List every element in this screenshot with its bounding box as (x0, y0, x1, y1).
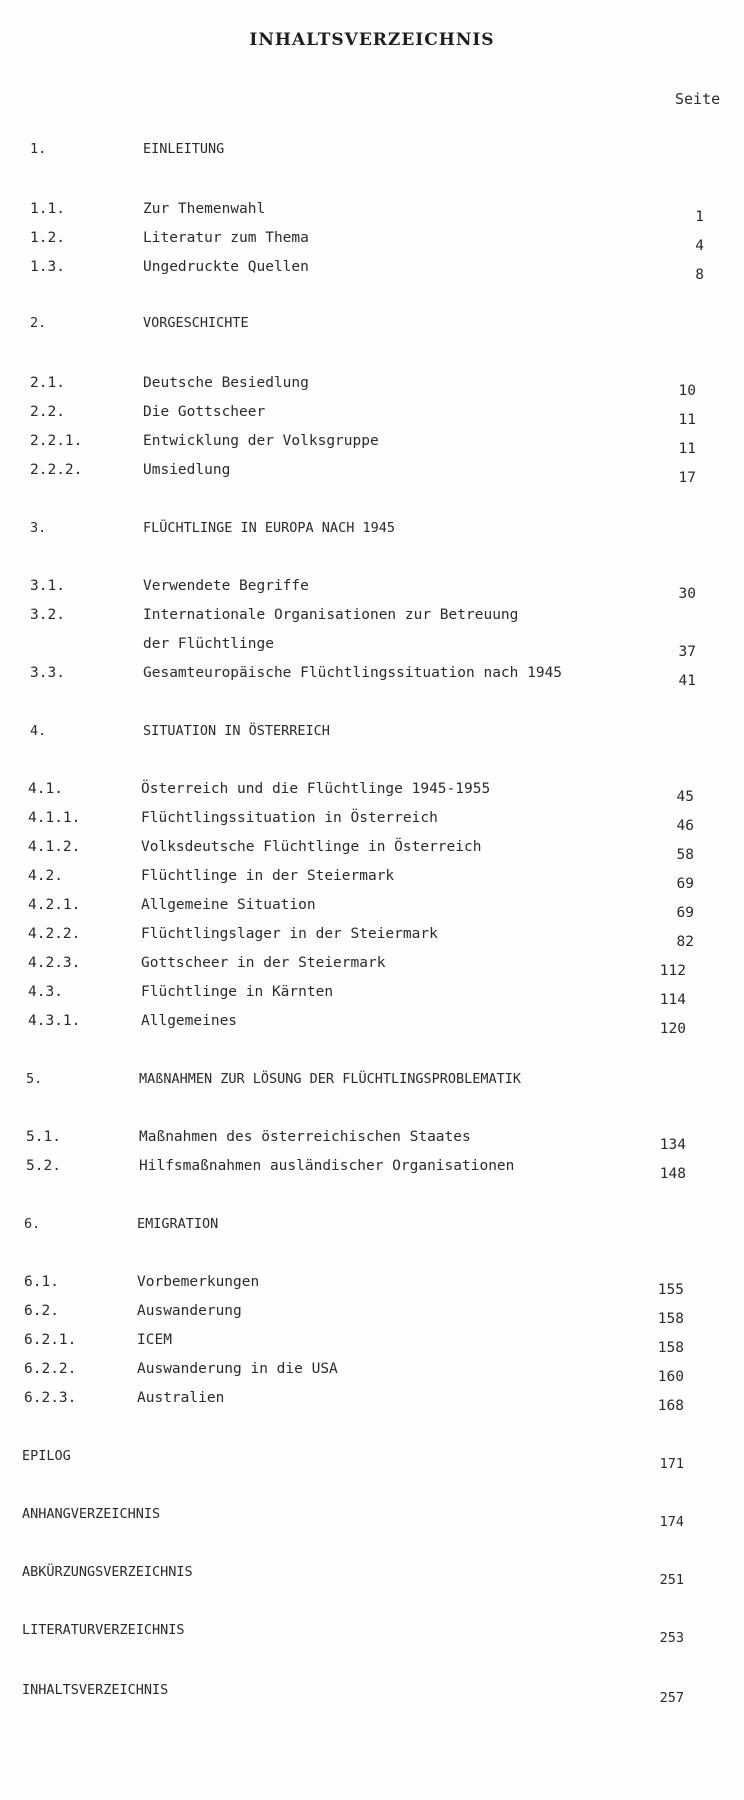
toc-entry-number: 1.1. (30, 201, 65, 217)
toc-entry-title: Allgemeine Situation (141, 897, 316, 913)
toc-entry-number: 6.2.3. (24, 1390, 77, 1406)
toc-entry-title: Zur Themenwahl (143, 201, 266, 217)
toc-entry-number: 6.2.1. (24, 1332, 77, 1348)
toc-entry-page: 112 (659, 963, 686, 979)
toc-entry-title: Maßnahmen des österreichischen Staates (139, 1129, 471, 1145)
toc-entry-title: Allgemeines (141, 1013, 238, 1029)
toc-entry-page: 69 (676, 876, 694, 892)
toc-entry-number: 4. (30, 723, 47, 739)
toc-entry-title: ICEM (137, 1332, 172, 1348)
toc-entry-title: MAßNAHMEN ZUR LÖSUNG DER FLÜCHTLINGSPROBLEMATIK (139, 1071, 522, 1087)
toc-entry-page: 45 (676, 789, 694, 805)
toc-entry-title: Verwendete Begriffe (143, 578, 309, 594)
toc-entry-number: 6.1. (24, 1274, 59, 1290)
toc-entry-title: Volksdeutsche Flüchtlinge in Österreich (141, 839, 482, 855)
toc-entry-title: Flüchtlinge in Kärnten (141, 984, 334, 1000)
toc-entry-title: Die Gottscheer (143, 404, 266, 420)
toc-entry-title: Flüchtlingslager in der Steiermark (141, 926, 438, 942)
toc-entry-title: Ungedruckte Quellen (143, 259, 309, 275)
toc-entry-number: 4.2.2. (28, 926, 81, 942)
toc-entry-title: VORGESCHICHTE (143, 315, 249, 331)
toc-entry-title: Umsiedlung (143, 462, 231, 478)
toc-entry-page: 253 (659, 1630, 684, 1646)
toc-entry-page: 4 (695, 238, 704, 254)
toc-entry-title: Flüchtlinge in der Steiermark (141, 868, 395, 884)
toc-entry-page: 160 (657, 1369, 684, 1385)
toc-entry-title: Gesamteuropäische Flüchtlingssituation nach 1945 (143, 665, 563, 681)
toc-entry-title: Vorbemerkungen (137, 1274, 260, 1290)
toc-entry-page: 10 (678, 383, 696, 399)
toc-entry-page: 158 (657, 1311, 684, 1327)
toc-entry-number: 4.2.1. (28, 897, 81, 913)
toc-entry-title: ABKÜRZUNGSVERZEICHNIS (22, 1564, 193, 1580)
toc-entry-page: 17 (678, 470, 696, 486)
toc-entry-title: EPILOG (22, 1448, 71, 1464)
toc-entry-title: INHALTSVERZEICHNIS (22, 1682, 169, 1698)
toc-entry-title: der Flüchtlinge (143, 636, 274, 652)
toc-entry-number: 4.2.3. (28, 955, 81, 971)
toc-entry-title: Entwicklung der Volksgruppe (143, 433, 379, 449)
toc-entry-number: 1.3. (30, 259, 65, 275)
toc-entry-number: 2.1. (30, 375, 65, 391)
toc-entry-page: 174 (659, 1514, 684, 1530)
toc-entry-page: 120 (659, 1021, 686, 1037)
toc-entry-page: 134 (659, 1137, 686, 1153)
toc-entry-title: Literatur zum Thema (143, 230, 309, 246)
toc-entry-number: 3.3. (30, 665, 65, 681)
toc-entry-number: 1.2. (30, 230, 65, 246)
page-title: INHALTSVERZEICHNIS (249, 30, 495, 50)
toc-entry-title: Australien (137, 1390, 225, 1406)
toc-entry-number: 1. (30, 141, 47, 157)
toc-entry-number: 6. (24, 1216, 41, 1232)
toc-entry-title: EMIGRATION (137, 1216, 219, 1232)
toc-entry-number: 3.1. (30, 578, 65, 594)
toc-entry-page: 158 (657, 1340, 684, 1356)
toc-entry-page: 171 (659, 1456, 684, 1472)
toc-entry-page: 30 (678, 586, 696, 602)
toc-entry-title: LITERATURVERZEICHNIS (22, 1622, 185, 1638)
toc-entry-number: 6.2. (24, 1303, 59, 1319)
toc-entry-title: SITUATION IN ÖSTERREICH (143, 723, 330, 739)
toc-entry-page: 168 (657, 1398, 684, 1414)
toc-entry-number: 4.1.1. (28, 810, 81, 826)
toc-entry-title: Auswanderung (137, 1303, 242, 1319)
toc-entry-title: Deutsche Besiedlung (143, 375, 309, 391)
toc-entry-title: Auswanderung in die USA (137, 1361, 338, 1377)
toc-entry-page: 69 (676, 905, 694, 921)
toc-entry-page: 251 (659, 1572, 684, 1588)
toc-entry-number: 4.2. (28, 868, 63, 884)
toc-entry-title: ANHANGVERZEICHNIS (22, 1506, 161, 1522)
toc-entry-title: Gottscheer in der Steiermark (141, 955, 386, 971)
toc-entry-title: Flüchtlingssituation in Österreich (141, 810, 438, 826)
toc-entry-title: Hilfsmaßnahmen ausländischer Organisationen (139, 1158, 515, 1174)
toc-entry-number: 4.3. (28, 984, 63, 1000)
toc-entry-number: 6.2.2. (24, 1361, 77, 1377)
toc-entry-page: 37 (678, 644, 696, 660)
toc-entry-page: 8 (695, 267, 704, 283)
toc-entry-page: 46 (676, 818, 694, 834)
toc-entry-page: 41 (678, 673, 696, 689)
toc-entry-title: FLÜCHTLINGE IN EUROPA NACH 1945 (143, 520, 395, 536)
toc-entry-title: EINLEITUNG (143, 141, 225, 157)
toc-entry-page: 1 (695, 209, 704, 225)
page-column-label: Seite (675, 90, 721, 108)
toc-entry-page: 82 (676, 934, 694, 950)
toc-entry-number: 2. (30, 315, 47, 331)
toc-entry-page: 11 (678, 441, 696, 457)
toc-entry-page: 114 (659, 992, 686, 1008)
toc-entry-page: 148 (659, 1166, 686, 1182)
toc-entry-number: 3.2. (30, 607, 65, 623)
toc-entry-number: 2.2.1. (30, 433, 83, 449)
toc-entry-number: 2.2. (30, 404, 65, 420)
toc-entry-number: 4.1.2. (28, 839, 81, 855)
toc-entry-number: 4.3.1. (28, 1013, 81, 1029)
toc-entry-page: 257 (659, 1690, 684, 1706)
toc-entry-page: 155 (657, 1282, 684, 1298)
toc-entry-title: Internationale Organisationen zur Betreuung (143, 607, 519, 623)
toc-entry-number: 2.2.2. (30, 462, 83, 478)
toc-entry-page: 11 (678, 412, 696, 428)
toc-entry-number: 5.1. (26, 1129, 61, 1145)
toc-entry-number: 4.1. (28, 781, 63, 797)
toc-entry-number: 5. (26, 1071, 43, 1087)
toc-entry-number: 5.2. (26, 1158, 61, 1174)
toc-entry-title: Österreich und die Flüchtlinge 1945-1955 (141, 781, 491, 797)
toc-entry-number: 3. (30, 520, 47, 536)
toc-entry-page: 58 (676, 847, 694, 863)
